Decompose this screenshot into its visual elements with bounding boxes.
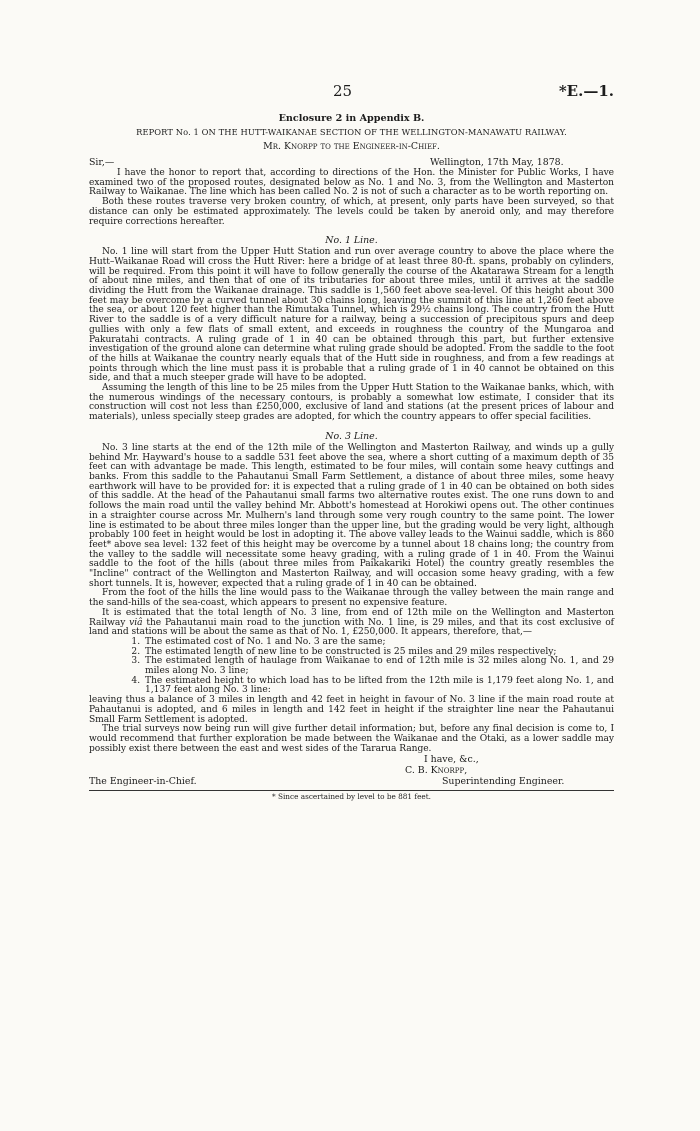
- salutation: Sir,—: [89, 157, 115, 168]
- enclosure-title: Enclosure 2 in Appendix B.: [278, 113, 425, 124]
- finding-item: 4. The estimated height to which load has to be lifted from the 12th mile is 1,179 feet along No. 1, and 1,137 feet along No. 3 line:: [143, 677, 614, 696]
- document-reference: *E.—1.: [558, 82, 614, 100]
- signature: C. B. Knorpp,: [405, 765, 468, 777]
- document-page: [89, 82, 614, 801]
- finding-item: 1. The estimated cost of No. 1 and No. 3 are the same;: [143, 638, 614, 648]
- page-header: [89, 82, 614, 100]
- footnote: * Since ascertained by level to be 881 feet.: [272, 792, 431, 802]
- closing-paragraph: The trial surveys now being run will give further detail information; but, before any final decision is come to, I would recommend that further exploration be made between the Waikanae and the Otaki, as a lower saddle may possibly exist there between the east and west sides of the Tararua Range.: [89, 724, 614, 754]
- addressee: The Engineer-in-Chief.: [89, 776, 197, 788]
- letter-date: Wellington, 17th May, 1878.: [430, 157, 564, 168]
- finding-item: 3. The estimated length of haulage from Waikanae to end of 12th mile is 32 miles along No. 1, and 29 miles along No. 3 line;: [143, 657, 614, 676]
- findings-list: [89, 638, 614, 696]
- intro-paragraph: Both these routes traverse very broken country, of which, at present, only parts have been surveyed, so that distance can only be estimated approximately. The levels could be taken by aneroid only, and may therefore require corrections hereafter.: [89, 197, 614, 227]
- estimate-text-end: the Pahautanui main road to the junction with No. 1 line, is 29 miles, and that its cost exclusive of land and stations will be about the same as that of No. 1, £250,000. It appears, therefore, that,—: [89, 617, 614, 638]
- from-to-line: Mr. Knorpp to the Engineer-in-Chief.: [263, 141, 440, 152]
- estimate-via: viâ: [129, 617, 143, 628]
- report-title: REPORT No. 1 ON THE HUTT-WAIKANAE SECTION OF THE WELLINGTON-MANAWATU RAILWAY.: [136, 127, 567, 137]
- estimate-text-start: It is estimated that the total length of No. 3 line, from end of 12th mile on the Wellington and Masterton Railway: [89, 607, 614, 628]
- letter-closing: [89, 754, 614, 787]
- body-paragraph: Assuming the length of this line to be 25 miles from the Upper Hutt Station to the Waikanae banks, which, with the numerous windings of the necessary contours, is probably a somewhat low estimate, I consider that its construction will cost not less than £250,000, exclusive of land and stations (at the present prices of labour and materials), unless specially steep grades are adopted, for which the country appears to offer special facilities.: [89, 383, 614, 423]
- section-heading-line-1: No. 1 Line.: [325, 235, 378, 247]
- body-paragraph: No. 1 line will start from the Upper Hutt Station and run over average country to above the place where the Hutt–Waikanae Road will cross the Hutt River: here a bridge of at least three 80-ft. spans, probably on cylinders, will be required. From this point it will have to follow generally the course of the Akatarawa Stream for a length of about nine miles, and then that of one of its tributaries for about three miles, until it arrives at the saddle dividing the Hutt from the Waikanae drainage. This saddle is 1,560 feet above sea-level. Of this height about 300 feet may be overcome by a curved tunnel about 30 chains long, leaving the summit of this line at 1,260 feet above the sea, or about 120 feet higher than the Rimutaka Tunnel, which is 29½ chains long. The country from the Hutt River to the saddle is of a very difficult nature for a railway, being a succession of precipitous spurs and deep gullies with only a few flats of small extent, and exceeds in roughness the country of the Mungaroa and Pakuratahi contracts. A ruling grade of 1 in 40 can be obtained through this part, but further extensive investigation of the ground alone can determine what ruling grade should be adopted. From the saddle to the foot of the hills at Waikanae the country nearly equals that of the Hutt side in roughness, and from a few readings at points through which the line must pass it is probable that a ruling grade of 1 in 40 cannot be obtained on this side, and that a much steeper grade will have to be adopted.: [89, 247, 614, 384]
- balance-paragraph: leaving thus a balance of 3 miles in length and 42 feet in height in favour of No. 3 line if the main road route at Pahautanui is adopted, and 6 miles in length and 142 feet in height if the straighter line near the Pahautanui Small Farm Settlement is adopted.: [89, 695, 614, 725]
- signatory-title: Superintending Engineer.: [442, 776, 565, 788]
- section-heading-line-3: No. 3 Line.: [325, 430, 378, 442]
- body-paragraph: From the foot of the hills the line would pass to the Waikanae through the valley between the main range and the sand-hills of the sea-coast, which appears to present no expensive feature.: [89, 588, 614, 609]
- footer-divider: [89, 790, 614, 791]
- estimate-paragraph: [89, 609, 614, 638]
- valediction: I have, &c.,: [424, 754, 479, 766]
- salutation-row: [89, 157, 614, 169]
- intro-paragraph: I have the honor to report that, according to directions of the Hon. the Minister for Public Works, I have examined two of the proposed routes, designated below as No. 1 and No. 3, from the Wellington and Masterton Railway to Waikanae. The line which has been called No. 2 is not of such a character as to be worth reporting on.: [89, 168, 614, 198]
- page-number: 25: [333, 82, 353, 100]
- finding-item: 2. The estimated length of new line to be constructed is 25 miles and 29 miles respectively;: [143, 648, 614, 658]
- body-paragraph: No. 3 line starts at the end of the 12th mile of the Wellington and Masterton Railway, and winds up a gully behind Mr. Hayward's house to a saddle 531 feet above the sea, where a short cutting of a maximum depth of 35 feet can with advantage be made. This length, estimated to be four miles, will contain some heavy cuttings and banks. From this saddle to the Pahautanui Small Farm Settlement, a distance of about three miles, some heavy earthwork will have to be provided for: it is expected that a ruling grade of 1 in 40 can be obtained on both sides of this saddle. At the head of the Pahautanui small farms two alternative routes exist. The one runs down to and follows the main road until the valley behind Mr. Abbott's homestead at Horokiwi opens out. The other continues in a straighter course across Mr. Mulhern's land through some very rough country to the same point. The lower line is estimated to be about three miles longer than the upper line, but the grading would be very light, although probably 100 feet in height would be lost in adopting it. The above valley leads to the Wainui saddle, which is 860 feet* above sea level: 132 feet of this height may be overcome by a tunnel about 18 chains long; the country from the valley to the saddle will necessitate some heavy grading, with a ruling grade of 1 in 40. From the Wainui saddle to the foot of the hills (about three miles from Paikakariki Hotel) the country greatly resembles the "Incline" contract of the Wellington and Masterton Railway, and will occasion some heavy grading, with a few short tunnels. It is, however, expected that a ruling grade of 1 in 40 can be obtained.: [89, 442, 614, 589]
